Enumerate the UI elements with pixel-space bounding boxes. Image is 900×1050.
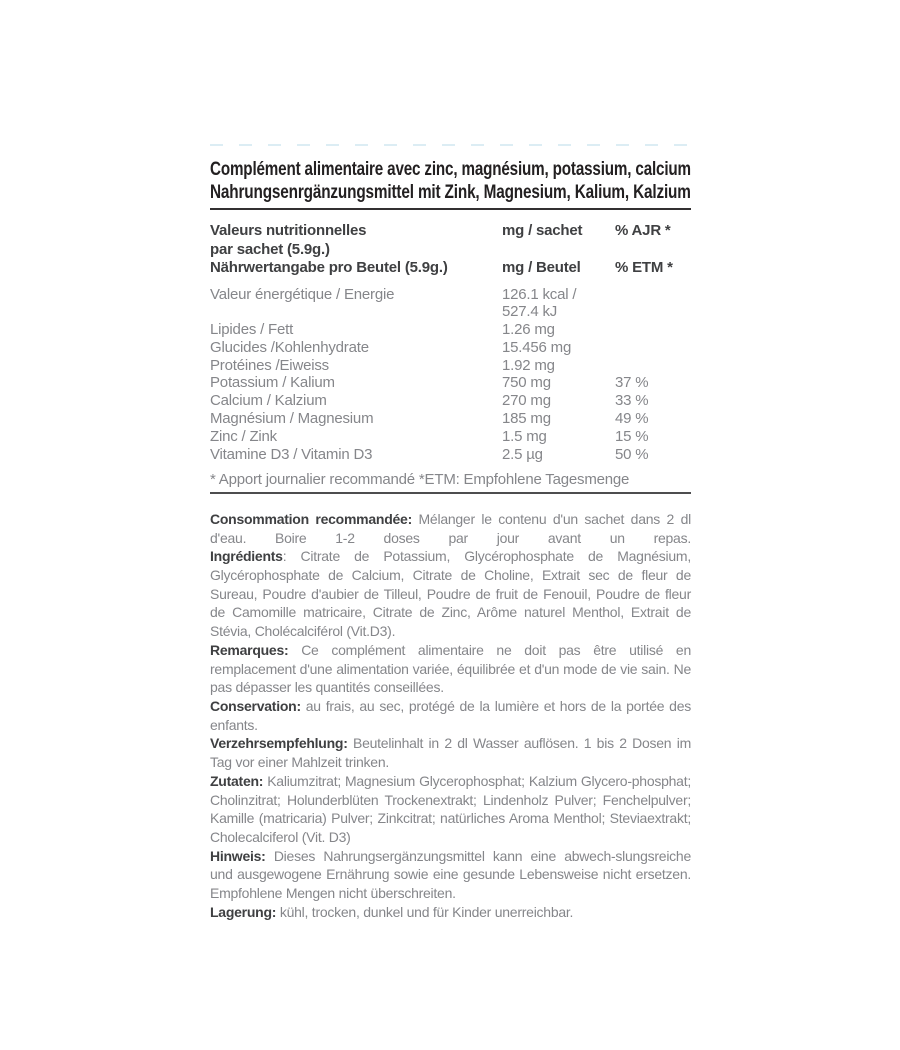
label-content <box>210 144 691 921</box>
col-header-amount-fr: mg / sachet <box>502 222 583 239</box>
info-paragraph-remarques <box>210 641 691 697</box>
col-header-nutrients-de: Nährwertangabe pro Beutel (5.9g.) <box>210 259 448 276</box>
info-paragraph-verzehrsempfehlung <box>210 734 691 771</box>
info-lead: Lagerung: <box>210 903 277 920</box>
nutrient-value: 185 mg <box>502 410 551 428</box>
info-text: au frais, au sec, protégé de la lumière et hors de la portée des enfants. <box>210 698 691 733</box>
info-sections <box>210 510 691 921</box>
nutrient-value: 750 mg <box>502 374 551 392</box>
product-title-fr: Complément alimentaire avec zinc, magnésium, potassium, calcium <box>210 159 691 180</box>
info-paragraph-zutaten <box>210 772 691 847</box>
col-header-pct-de: % ETM * <box>615 259 673 276</box>
nutrient-pct <box>615 339 691 357</box>
info-paragraph-conservation <box>210 697 691 734</box>
info-lead: Remarques: <box>210 641 289 658</box>
nutrient-pct: 49 % <box>615 410 649 428</box>
table-header-row-3 <box>210 259 691 278</box>
info-text: Beutelinhalt in 2 dl Wasser auflösen. 1 bis 2 Dosen im Tag vor einer Mahlzeit trinken. <box>210 735 691 771</box>
nutrient-pct: 50 % <box>615 445 649 463</box>
col-header-amount-de: mg / Beutel <box>502 259 581 276</box>
col-header-per-sachet: par sachet (5.9g.) <box>210 240 330 258</box>
nutrient-label: Magnésium / Magnesium <box>210 410 374 428</box>
col-header-nutrients-fr: Valeurs nutritionnelles <box>210 222 367 239</box>
info-text: kühl, trocken, dunkel und für Kinder unerreichbar. <box>276 903 574 920</box>
info-text: Mélanger le contenu d'un sachet dans 2 dl d'eau. Boire 1-2 doses par jour avant un repas. <box>210 510 691 546</box>
nutrient-pct <box>615 286 691 322</box>
nutrition-row <box>210 428 691 446</box>
nutrient-value: 126.1 kcal / 527.4 kJ <box>502 285 577 321</box>
table-footnote: * Apport journalier recommandé *ETM: Empfohlene Tagesmenge <box>210 471 630 489</box>
nutrition-row <box>210 357 691 375</box>
nutrient-label: Protéines /Eiweiss <box>210 356 329 374</box>
nutrient-label: Glucides /Kohlenhydrate <box>210 338 369 356</box>
nutrient-pct: 15 % <box>615 427 649 445</box>
perforation-dashed-line <box>210 144 691 146</box>
info-paragraph-hinweis <box>210 847 691 903</box>
info-lead: Verzehrsempfehlung: <box>210 735 348 752</box>
nutrient-value: 15.456 mg <box>502 338 572 356</box>
nutrition-table-rows <box>210 286 691 464</box>
nutrient-label: Zinc / Zink <box>210 427 277 445</box>
table-header-row-2 <box>210 241 691 260</box>
nutrient-pct <box>615 357 691 375</box>
nutrition-row <box>210 339 691 357</box>
nutrient-value: 1.5 mg <box>502 427 547 445</box>
nutrition-row <box>210 286 691 322</box>
info-lead: Conservation: <box>210 698 301 714</box>
nutrient-pct: 37 % <box>615 374 649 392</box>
nutrient-value: 1.92 mg <box>502 356 555 374</box>
nutrient-pct: 33 % <box>615 392 649 410</box>
nutrient-value: 2.5 µg <box>502 445 543 463</box>
header-divider <box>210 208 691 210</box>
nutrient-label: Lipides / Fett <box>210 321 294 339</box>
nutrient-label: Potassium / Kalium <box>210 374 335 392</box>
nutrient-label: Calcium / Kalzium <box>210 392 327 410</box>
info-paragraph-ingredients <box>210 547 691 641</box>
nutrient-label: Valeur énergétique / Energie <box>210 285 395 303</box>
info-lead: Zutaten: <box>210 772 264 789</box>
nutrition-row <box>210 392 691 410</box>
info-text: Kaliumzitrat; Magnesium Glycerophosphat; Kalzium Glycero-phosphat; Cholinzitrat; Holunderblüten Trockenextrakt; Lindenholz Pulver; Fenchelpulver; Kamille (matricaria) Pulver; Zinkcitrat; natürliches Aroma Menthol; Steviaextrakt; Cholecalciferol (Vit. D3) <box>210 772 691 845</box>
info-text: Dieses Nahrungsergänzungsmittel kann eine abwech-slungsreiche und ausgewogene Ernährung sowie eine gesunde Lebensweise nicht ersetzen. Empfohlene Mengen nicht überschreiten. <box>210 847 691 902</box>
product-title-de: Nahrungsenrgänzungsmittel mit Zink, Magnesium, Kalium, Kalzium <box>210 181 691 203</box>
nutrition-table-header <box>210 222 691 278</box>
nutrition-row <box>210 321 691 339</box>
info-lead: Ingrédients <box>210 548 283 565</box>
info-lead: Consommation recommandée: <box>210 510 412 527</box>
info-paragraph-lagerung <box>210 903 691 922</box>
col-header-pct-fr: % AJR * <box>615 222 671 239</box>
nutrient-pct <box>615 321 691 339</box>
info-text: Ce complément alimentaire ne doit pas être utilisé en remplacement d'une alimentation variée, équilibrée et d'un mode de vie sain. Ne pas dépasser les quantités conseillées. <box>210 641 691 696</box>
nutrient-value: 270 mg <box>502 392 551 410</box>
nutrition-row <box>210 446 691 464</box>
info-lead: Hinweis: <box>210 847 266 864</box>
info-text: : Citrate de Potassium, Glycérophosphate de Magnésium, Glycérophosphate de Calcium, Citrate de Choline, Extrait sec de fleur de Sureau, Poudre d'aubier de Tilleul, Poudre de fruit de Fenouil, Poudre de fleur de Camomille matricaire, Citrate de Zinc, Arôme naturel Menthol, Extrait de Stévia, Cholécalciférol (Vit.D3). <box>210 548 691 640</box>
nutrition-row <box>210 410 691 428</box>
nutrient-label: Vitamine D3 / Vitamin D3 <box>210 445 373 463</box>
product-title <box>210 159 691 204</box>
nutrition-row <box>210 374 691 392</box>
info-paragraph-consommation <box>210 510 691 547</box>
footnote-divider <box>210 492 691 494</box>
nutrient-value: 1.26 mg <box>502 321 555 339</box>
table-header-row-1 <box>210 222 691 241</box>
